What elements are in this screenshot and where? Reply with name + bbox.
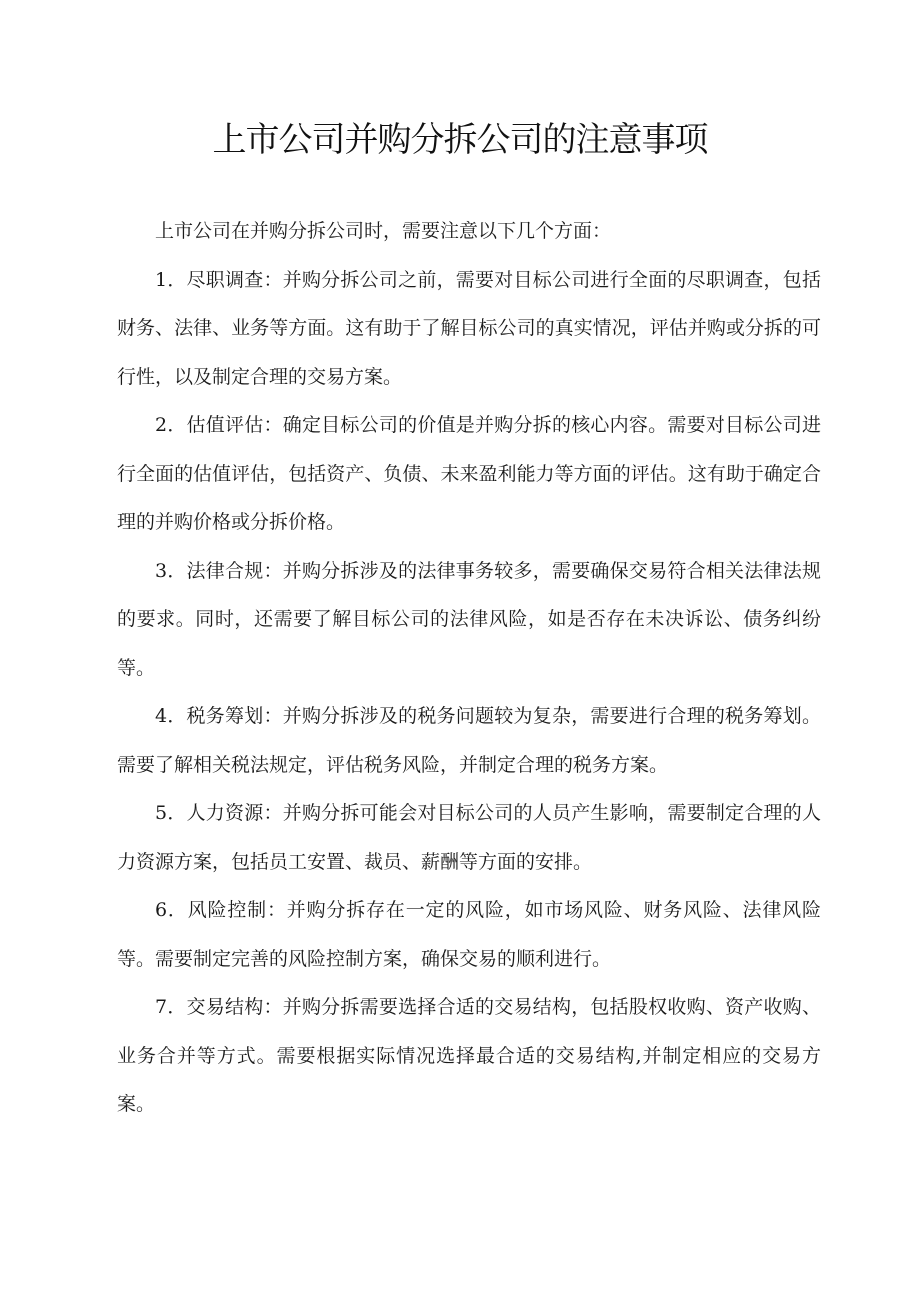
- item-number: 1: [155, 268, 168, 291]
- item-number: 3: [155, 559, 168, 582]
- item-number: 5: [155, 802, 168, 824]
- item-number: 6: [155, 899, 168, 921]
- item-text: ．人力资源：并购分拆可能会对目标公司的人员产生影响，需要制定合理的人力资源方案，包括员工安置、裁员、薪酬等方面的安排。: [117, 802, 821, 873]
- item-number: 2: [155, 414, 168, 436]
- item-number: 4: [155, 705, 168, 727]
- list-item-4: [117, 692, 821, 789]
- document-body: [117, 207, 821, 1129]
- item-text: ．税务筹划：并购分拆涉及的税务问题较为复杂，需要进行合理的税务筹划。需要了解相关税法规定，评估税务风险，并制定合理的税务方案。: [117, 705, 821, 776]
- list-item-5: [117, 789, 821, 886]
- item-text: ．交易结构：并购分拆需要选择合适的交易结构，包括股权收购、资产收购、业务合并等方式。需要根据实际情况选择最合适的交易结构,并制定相应的交易方案。: [117, 996, 821, 1115]
- intro-paragraph: 上市公司在并购分拆公司时，需要注意以下几个方面：: [155, 220, 612, 242]
- list-item-1: [117, 256, 821, 402]
- list-item-7: [117, 983, 821, 1129]
- item-text: ．尽职调查：并购分拆公司之前，需要对目标公司进行全面的尽职调查，包括财务、法律、业务等方面。这有助于了解目标公司的真实情况，评估并购或分拆的可行性，以及制定合理的交易方案。: [117, 268, 821, 388]
- list-item-3: [117, 547, 821, 693]
- item-text: ．估值评估：确定目标公司的价值是并购分拆的核心内容。需要对目标公司进行全面的估值评估，包括资产、负债、未来盈利能力等方面的评估。这有助于确定合理的并购价格或分拆价格。: [117, 414, 821, 533]
- list-item-2: [117, 401, 821, 547]
- document-title: 上市公司并购分拆公司的注意事项: [212, 120, 708, 160]
- item-number: 7: [155, 996, 168, 1018]
- list-item-6: [117, 886, 821, 983]
- item-text: ．风险控制：并购分拆存在一定的风险，如市场风险、财务风险、法律风险等。需要制定完善的风险控制方案，确保交易的顺利进行。: [117, 899, 821, 970]
- item-text: ．法律合规：并购分拆涉及的法律事务较多，需要确保交易符合相关法律法规的要求。同时，还需要了解目标公司的法律风险，如是否存在未决诉讼、债务纠纷等。: [117, 559, 821, 679]
